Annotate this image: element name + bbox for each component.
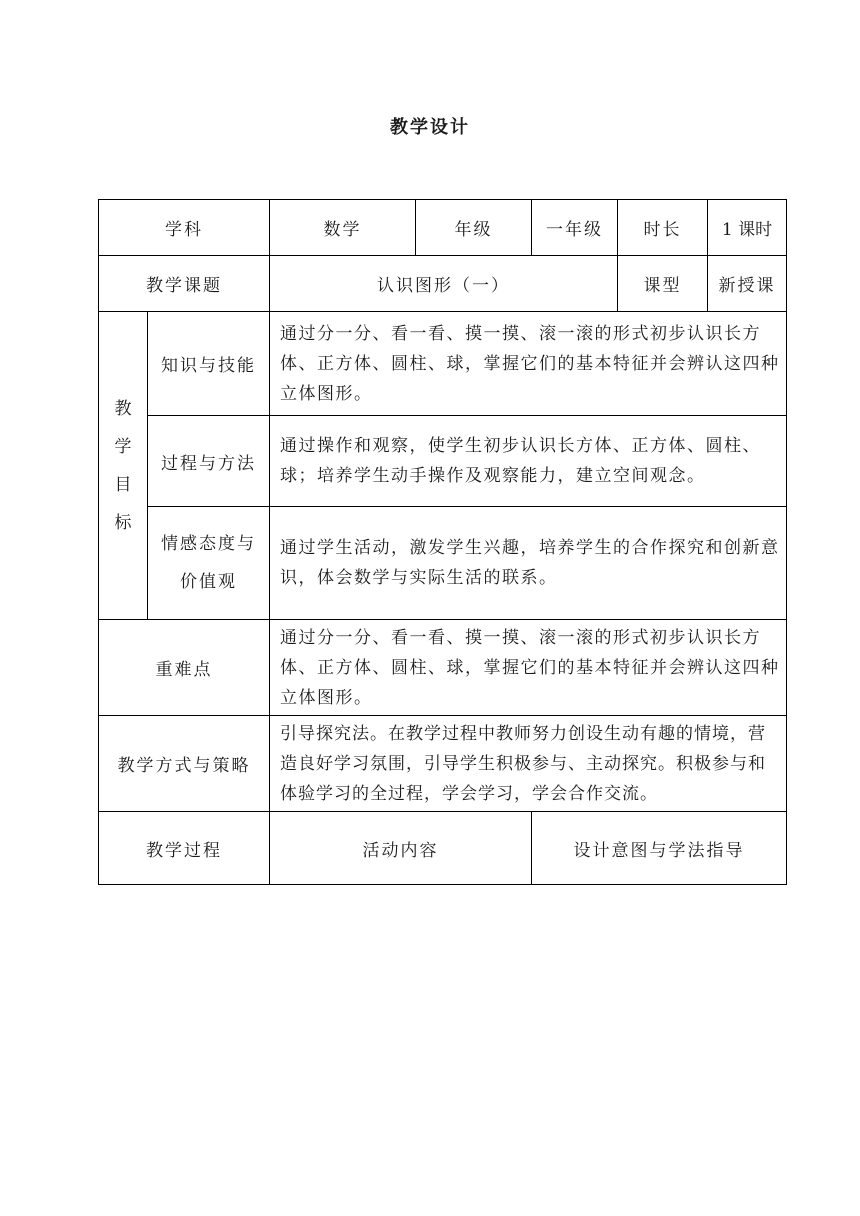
key-points-label: 重难点 [99,620,270,716]
emotion-label-line1: 情感态度与 [161,534,256,554]
header-row [99,200,787,256]
activity-header: 活动内容 [270,812,532,885]
objectives-char: 标 [114,512,132,533]
topic-row [99,256,787,312]
key-points-row [99,620,787,716]
process-text: 通过操作和观察，使学生初步认识长方体、正方体、圆柱、球；培养学生动手操作及观察能力，建立空间观念。 [270,416,787,507]
document-title: 教学设计 [390,117,470,138]
objective-process-row [99,416,787,507]
emotion-text: 通过学生活动，激发学生兴趣，培养学生的合作探究和创新意识，体会数学与实际生活的联系。 [270,507,787,620]
methods-label: 教学方式与策略 [99,716,270,812]
process-label: 过程与方法 [148,416,270,507]
grade-value: 一年级 [532,200,618,256]
type-value: 新授课 [708,256,787,312]
key-points-text: 通过分一分、看一看、摸一摸、滚一滚的形式初步认识长方体、正方体、圆柱、球，掌握它们的基本特征并会辨认这四种立体图形。 [270,620,787,716]
methods-row [99,716,787,812]
methods-text: 引导探究法。在教学过程中教师努力创设生动有趣的情境，营造良好学习氛围，引导学生积极参与、主动探究。积极参与和体验学习的全过程，学会学习，学会合作交流。 [270,716,787,812]
process-row-label: 教学过程 [99,812,270,885]
topic-value: 认识图形（一） [270,256,618,312]
process-header-row [99,812,787,885]
duration-label: 时长 [618,200,708,256]
emotion-label-line2: 价值观 [180,572,237,592]
grade-label: 年级 [416,200,532,256]
objective-knowledge-row [99,312,787,416]
lesson-plan-table [98,199,787,885]
objectives-char: 目 [114,474,132,495]
objectives-group-label [99,312,148,620]
knowledge-text: 通过分一分、看一看、摸一摸、滚一滚的形式初步认识长方体、正方体、圆柱、球，掌握它们的基本特征并会辨认这四种立体图形。 [270,312,787,416]
objective-emotion-row [99,507,787,620]
duration-value: 1 课时 [708,200,787,256]
knowledge-label: 知识与技能 [148,312,270,416]
subject-value: 数学 [270,200,416,256]
subject-label: 学科 [99,200,270,256]
type-label: 课型 [618,256,708,312]
emotion-label [148,507,270,620]
design-header: 设计意图与学法指导 [532,812,787,885]
objectives-char: 学 [114,436,132,457]
objectives-char: 教 [114,398,132,419]
topic-label: 教学课题 [99,256,270,312]
